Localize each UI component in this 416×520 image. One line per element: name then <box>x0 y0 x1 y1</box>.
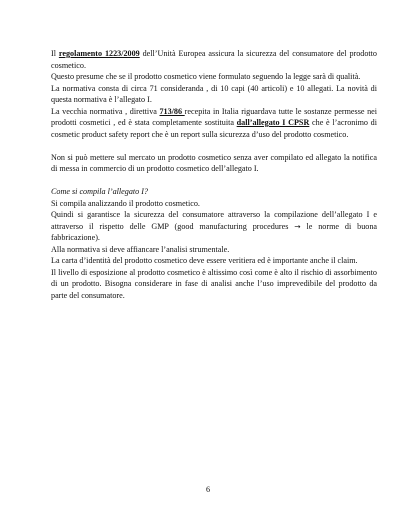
paragraph-qualita: Questo presume che se il prodotto cosmetico viene formulato seguendo la legge sarà di qualità. <box>51 72 361 81</box>
text-run: le norme di buona fabbricazione). <box>51 221 377 242</box>
document-body <box>51 48 377 301</box>
page-number: 6 <box>205 485 211 494</box>
text-run: dell’Unità Europea assicura la sicurezza del consumatore del prodotto cosmetico. <box>51 49 377 70</box>
text-run: La vecchia normativa , direttiva <box>51 106 160 116</box>
paragraph-normativa: La normativa consta di circa 71 consideranda , di 10 capi (40 articoli) e 10 allegati. La novità di questa normativa è l’allegato I. <box>51 83 377 104</box>
paragraph-esposizione: Il livello di esposizione al prodotto cosmetico è altissimo così come è alto il rischio di assorbimento di un prodotto. Bisogna considerare in fase di analisi anche l’uso imprevedibile del prodotto da parte del consumatore. <box>51 267 377 300</box>
text-run: che è l’acronimo di cosmetic product safety report che è un report sulla sicurezza d’uso del prodotto cosmetico. <box>51 118 377 139</box>
paragraph-strumentale: Alla normativa si deve affiancare l’analisi strumentale. <box>51 244 230 254</box>
paragraph-analisi: Si compila analizzando il prodotto cosmetico. <box>51 198 200 208</box>
section-question: Come si compila l’allegato I? <box>51 187 149 196</box>
paragraph-spacer <box>51 175 377 187</box>
paragraph-vecchia-normativa <box>51 106 377 141</box>
paragraph-spacer <box>51 140 377 152</box>
paragraph-claim: La carta d’identità del prodotto cosmetico deve essere veritiera ed è importante anche il claim. <box>51 256 358 265</box>
paragraph-notifica: Non si può mettere sul mercato un prodotto cosmetico senza aver compilato ed allegato la notifica di messa in commercio di un prodotto cosmetico dell’allegato I. <box>51 152 377 173</box>
regolamento-reference: regolamento 1223/2009 <box>58 49 140 58</box>
arrow-right-icon: → <box>294 221 301 231</box>
paragraph-regolamento <box>51 48 377 71</box>
text-run: recepita in Italia riguardava tutte le sostanze permesse nei prodotti cosmetici , ed è stata completamente sostituita <box>51 106 377 127</box>
text-run: Quindi si garantisce la sicurezza del consumatore attraverso la compilazione dell’allegato I e attraverso il rispetto delle GMP (good manufacturing procedures <box>51 210 377 231</box>
paragraph-gmp <box>51 209 377 244</box>
text-run: Il <box>51 49 59 58</box>
allegato-cpsr-reference: dall’allegato I CPSR <box>236 118 310 127</box>
direttiva-reference: 713/86 <box>159 106 185 116</box>
